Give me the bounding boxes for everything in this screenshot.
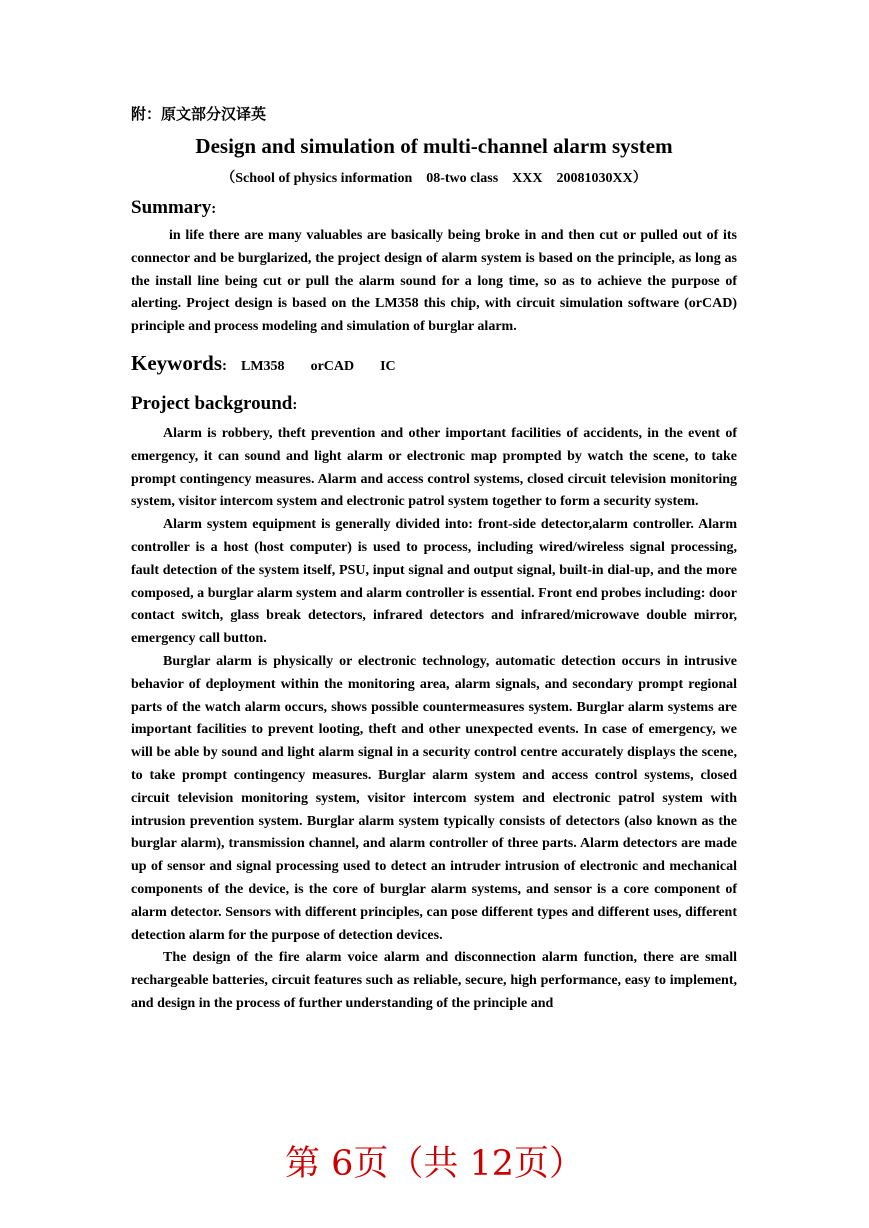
keyword-item: orCAD (310, 358, 355, 374)
background-paragraph: Alarm is robbery, theft prevention and other important facilities of accidents, in the event of emergency, it can sound and light alarm or electronic map prompted by watch the scene, to take prompt contingency measures. Alarm and access control systems, closed circuit television monitoring system, visitor intercom system and electronic patrol system together to form a security system. (131, 425, 737, 510)
keywords-label: Keywords (131, 350, 222, 375)
background-paragraph: Burglar alarm is physically or electronic technology, automatic detection occurs in intrusive behavior of deployment within the monitoring area, alarm signals, and secondary prompt regional parts of the watch alarm occurs, shows possible countermeasures system. Burglar alarm systems are important facilities to prevent looting, theft and other unexpected events. In case of emergency, we will be able by sound and light alarm signal in a security control centre accurately displays the scene, to take prompt contingency measures. Burglar alarm system and access control systems, closed circuit television monitoring system, visitor intercom system and electronic patrol system with intrusion prevention system. Burglar alarm system typically consists of detectors (also known as the burglar alarm), transmission channel, and alarm controller of three parts. Alarm detectors are made up of sensor and signal processing used to detect an intruder intrusion of electronic and mechanical components of the device, is the core of burglar alarm systems, and sensor is a core component of alarm detector. Sensors with different principles, can pose different types and different uses, different detection alarm for the purpose of detection devices. (131, 653, 737, 943)
keywords-colon: : (222, 357, 227, 374)
summary-heading-text: Summary (131, 197, 212, 218)
background-heading (131, 391, 737, 418)
keywords-line (131, 348, 737, 382)
keyword-item: LM358 (241, 358, 285, 374)
background-paragraph: Alarm system equipment is generally divided into: front-side detector,alarm controller. Alarm controller is a host (host computer) is used to process, including wired/wireless signal processing, fault detection of the system itself, PSU, input signal and output signal, built-in dial-up, and the more composed, a burglar alarm system and alarm controller is essential. Front end probes including: door contact switch, glass break detectors, infrared detectors and infrared/microwave double mirror, emergency call button. (131, 517, 737, 647)
document-title: Design and simulation of multi-channel alarm system (195, 134, 673, 158)
appendix-label: 附：原文部分汉译英 (131, 105, 267, 123)
summary-text: in life there are many valuables are basically being broke in and then cut or pulled out of its connector and be burglarized, the project design of alarm system is based on the principle, as long as the install line being cut or pull the alarm sound for a long time, so as to achieve the purpose of alerting. Project design is based on the LM358 this chip, with circuit simulation software (orCAD) principle and process modeling and simulation of burglar alarm. (131, 228, 737, 335)
page-footer: 第 6页（共 12页） (284, 1144, 585, 1184)
background-paragraph: The design of the fire alarm voice alarm and disconnection alarm function, there are small rechargeable batteries, circuit features such as reliable, secure, high performance, easy to implement, and design in the process of further understanding of the principle and (131, 950, 737, 1011)
background-heading-text: Project background (131, 392, 293, 414)
summary-heading-colon: : (211, 201, 217, 217)
background-heading-colon: : (292, 396, 298, 413)
document-page (131, 104, 737, 1016)
summary-heading (131, 195, 737, 222)
keyword-item: IC (380, 358, 396, 374)
author-line: （School of physics information 08-two class XXX 20081030XX） (221, 171, 647, 186)
